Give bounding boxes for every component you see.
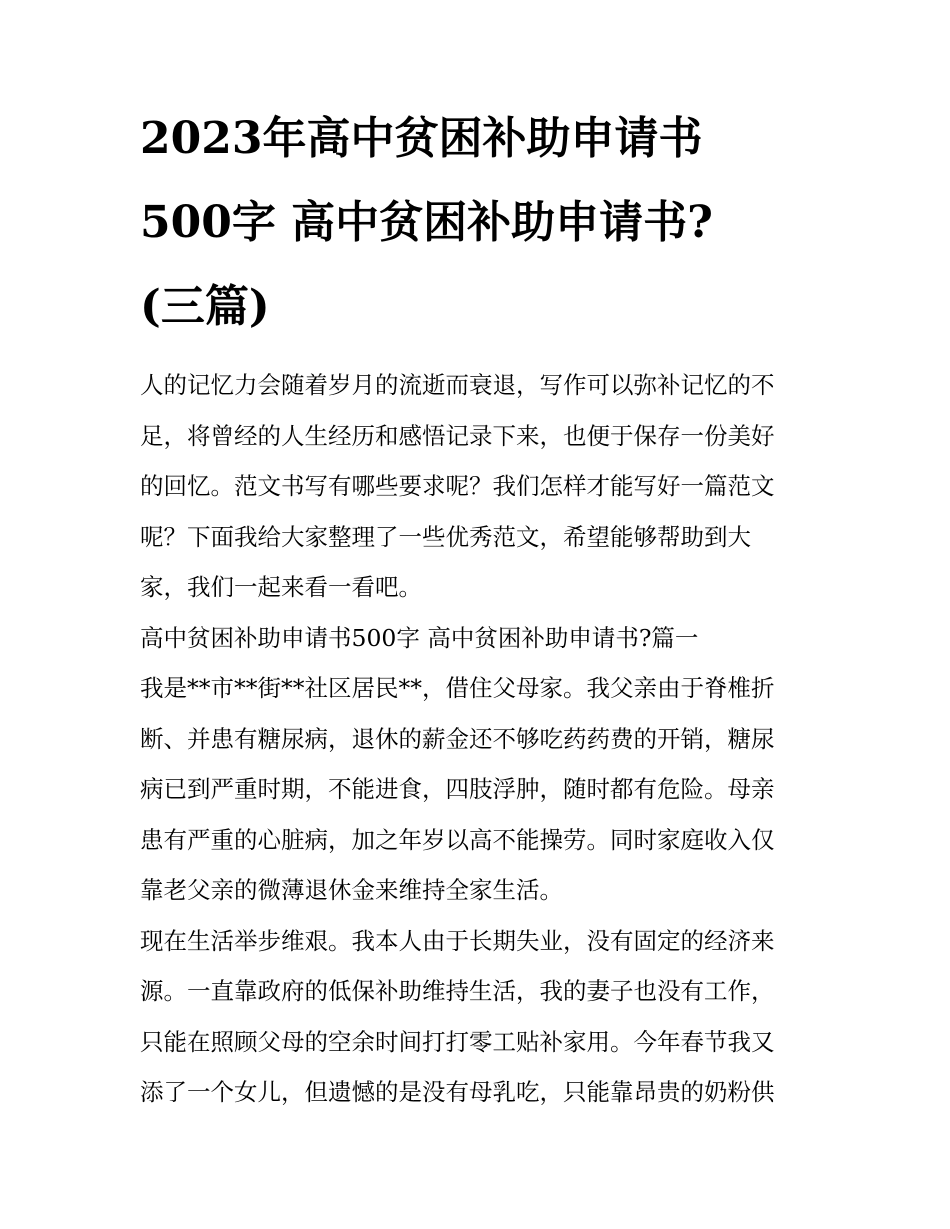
body-paragraph [140, 663, 820, 916]
text-line: 断、并患有糖尿病，退休的薪金还不够吃药药费的开销，糖尿 [140, 724, 775, 753]
text-line: 我是**市**街**社区居民**，借住父母家。我父亲由于脊椎折 [140, 674, 775, 702]
text-line: 患有严重的心脏病，加之年岁以高不能操劳。同时家庭收入仅 [140, 825, 775, 854]
title-line: 500字 高中贫困补助申请书? [140, 197, 713, 248]
title-line: (三篇) [140, 281, 270, 332]
text-line: 添了一个女儿，但遗憾的是没有母乳吃，只能靠昂贵的奶粉供 [140, 1078, 775, 1106]
intro-paragraph [140, 360, 820, 613]
document-body [140, 360, 820, 1118]
text-line: 靠老父亲的微薄退休金来维持全家生活。 [140, 876, 563, 904]
text-line: 高中贫困补助申请书500字 高中贫困补助申请书?篇一 [140, 623, 699, 652]
text-line: 只能在照顾父母的空余时间打打零工贴补家用。今年春节我又 [140, 1027, 775, 1056]
text-line: 呢？下面我给大家整理了一些优秀范文，希望能够帮助到大 [140, 522, 751, 551]
body-paragraph [140, 916, 820, 1118]
document-title [140, 113, 820, 369]
text-line: 源。一直靠政府的低保补助维持生活，我的妻子也没有工作， [140, 977, 775, 1005]
text-line: 现在生活举步维艰。我本人由于长期失业，没有固定的经济来 [140, 926, 775, 955]
text-line: 人的记忆力会随着岁月的流逝而衰退，写作可以弥补记忆的不 [140, 371, 775, 399]
text-line: 家，我们一起来看一看吧。 [140, 573, 422, 601]
text-line: 的回忆。范文书写有哪些要求呢？我们怎样才能写好一篇范文 [140, 472, 775, 500]
text-line: 足，将曾经的人生经历和感悟记录下来，也便于保存一份美好 [140, 421, 775, 450]
text-line: 病已到严重时期，不能进食，四肢浮肿，随时都有危险。母亲 [140, 775, 775, 803]
section-heading [140, 613, 820, 664]
title-line: 2023年高中贫困补助申请书 [140, 113, 703, 164]
